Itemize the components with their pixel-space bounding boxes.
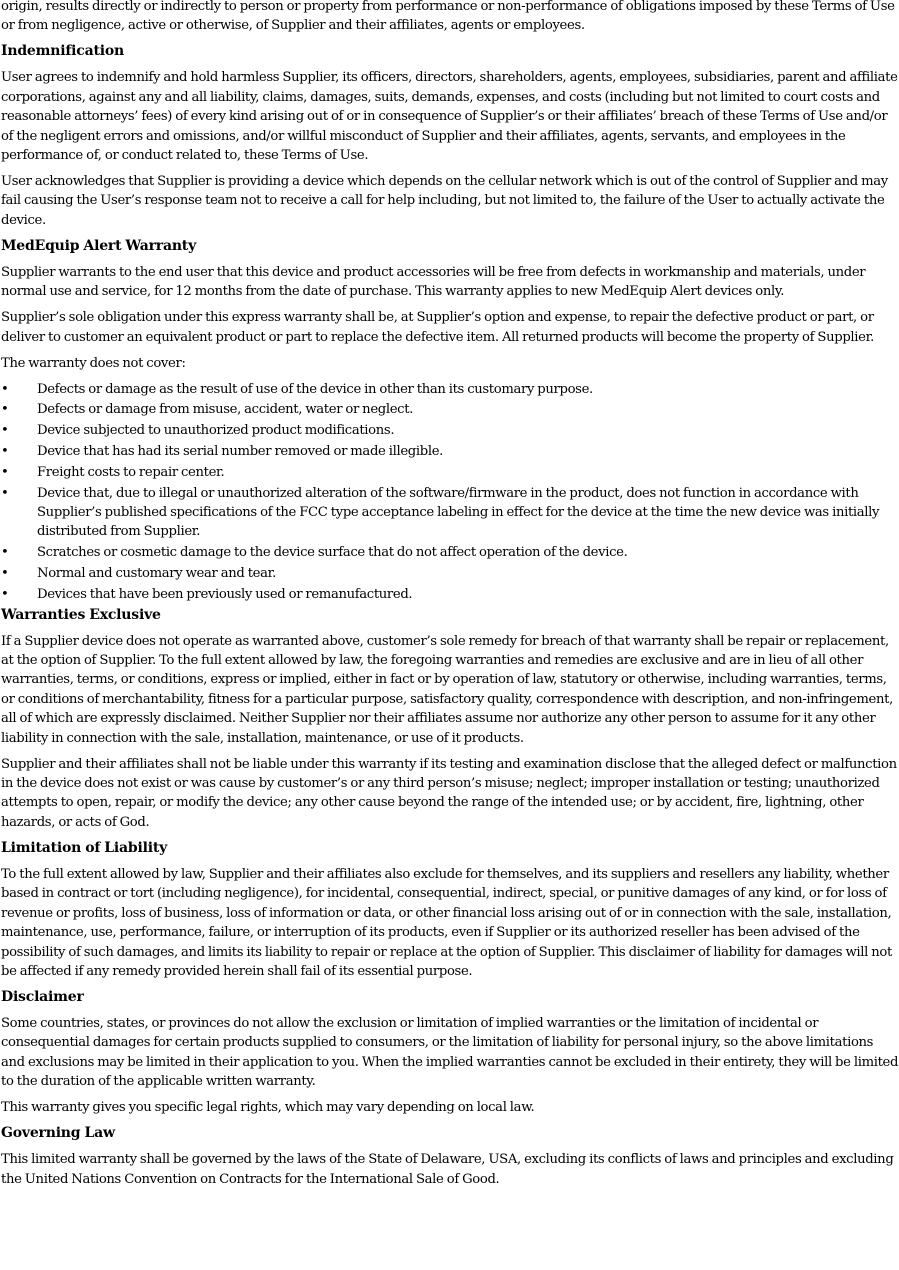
bullet-icon: •	[1, 566, 9, 582]
list-item	[1, 543, 899, 562]
disclaimer-paragraph-1: Some countries, states, or provinces do not allow the exclusion or limitation of implied warranties or the limitation of incidental or consequential damages for certain products supplied to consumers, or the limitation of liability for personal injury, so the above limitations and exclusions may be limited in their application to you. When the implied warranties cannot be excluded in their entirety, they will be limited to the duration of the applicable written warranty.	[1, 1015, 899, 1090]
list-item-text: Devices that have been previously used or remanufactured.	[37, 586, 413, 602]
governing-law-paragraph-1: This limited warranty shall be governed by the laws of the State of Delaware, USA, excluding its conflicts of laws and principles and excluding the United Nations Convention on Contracts for the International Sale of Good.	[1, 1152, 894, 1187]
bullet-icon: •	[1, 402, 9, 418]
list-item-text: Device subjected to unauthorized product modifications.	[37, 423, 395, 439]
warranty-exclusions-list	[1, 380, 899, 605]
disclaimer-paragraph-2: This warranty gives you specific legal rights, which may vary depending on local law.	[1, 1100, 535, 1116]
list-item	[1, 380, 899, 399]
bullet-icon: •	[1, 545, 9, 561]
list-item	[1, 421, 899, 440]
indemnification-paragraph-1: User agrees to indemnify and hold harmless Supplier, its officers, directors, shareholders, agents, employees, subsidiaries, parent and affiliate corporations, against any and all liability, claims, damages, suits, demands, expenses, and costs (including but not limited to court costs and reasonable attorneys’ fees) of every kind arising out of or in consequence of Supplier’s or their affiliates’ breach of these Terms of Use and/or of the negligent errors and omissions, and/or willful misconduct of Supplier and their affiliates, agents, servants, and employees in the performance of, or conduct related to, these Terms of Use.	[1, 70, 898, 164]
indemnification-paragraph-2: User acknowledges that Supplier is providing a device which depends on the cellular network which is out of the control of Supplier and may fail causing the User’s response team not to receive a call for help including, but not limited to, the failure of the User to actually activate the device.	[1, 174, 888, 228]
bullet-icon: •	[1, 485, 9, 501]
list-item-text: Freight costs to repair center.	[37, 464, 225, 480]
terms-document	[1, 0, 899, 1189]
bullet-icon: •	[1, 464, 9, 480]
heading-warranties-exclusive: Warranties Exclusive	[1, 606, 161, 623]
heading-limitation-of-liability: Limitation of Liability	[1, 839, 168, 856]
bullet-icon: •	[1, 586, 9, 602]
intro-paragraph: origin, results directly or indirectly to person or property from performance or non-performance of obligations imposed by these Terms of Use or from negligence, active or otherwise, of Supplier and their affiliates, agents or employees.	[1, 0, 895, 34]
heading-warranty: MedEquip Alert Warranty	[1, 237, 196, 254]
warranty-paragraph-3: The warranty does not cover:	[1, 355, 186, 371]
limitation-paragraph-1: To the full extent allowed by law, Supplier and their affiliates also exclude for themselves, and its suppliers and resellers any liability, whether based in contract or tort (including negligence), for incidental, consequential, indirect, special, or punitive damages of any kind, or for loss of revenue or profits, loss of business, loss of information or data, or other financial loss arising out of or in connection with the sale, installation, maintenance, use, performance, failure, or interruption of its products, even if Supplier or its authorized reseller has been advised of the possibility of such damages, and limits its liability to repair or replace at the option of Supplier. This disclaimer of liability for damages will not be affected if any remedy provided herein shall fail of its essential purpose.	[1, 866, 892, 979]
bullet-icon: •	[1, 423, 9, 439]
heading-disclaimer: Disclaimer	[1, 988, 84, 1005]
list-item-text: Defects or damage as the result of use of the device in other than its customary purpose.	[37, 381, 593, 397]
list-item	[1, 585, 899, 604]
heading-indemnification: Indemnification	[1, 43, 124, 60]
list-item-text: Normal and customary wear and tear.	[37, 566, 276, 582]
list-item	[1, 442, 899, 461]
list-item	[1, 463, 899, 482]
list-item	[1, 484, 899, 542]
list-item-text: Device that has had its serial number removed or made illegible.	[37, 444, 444, 460]
list-item	[1, 564, 899, 583]
bullet-icon: •	[1, 381, 9, 397]
list-item-text: Defects or damage from misuse, accident, water or neglect.	[37, 402, 414, 418]
warranties-exclusive-paragraph-1: If a Supplier device does not operate as warranted above, customer’s sole remedy for breach of that warranty shall be repair or replacement, at the option of Supplier. To the full extent allowed by law, the foregoing warranties and remedies are exclusive and are in lieu of all other warranties, terms, or conditions, express or implied, either in fact or by operation of law, statutory or otherwise, including warranties, terms, or conditions of merchantability, fitness for a particular purpose, satisfactory quality, correspondence with description, and non-infringement, all of which are expressly disclaimed. Neither Supplier nor their affiliates assume nor authorize any other person to assume for it any other liability in connection with the sale, installation, maintenance, or use of it products.	[1, 633, 893, 746]
bullet-icon: •	[1, 444, 9, 460]
list-item-text: Device that, due to illegal or unauthorized alteration of the software/firmware in the product, does not function in accordance with Supplier’s published specifications of the FCC type acceptance labeling in effect for the device at the time the new device was initially distributed from Supplier.	[37, 485, 880, 540]
list-item	[1, 400, 899, 419]
list-item-text: Scratches or cosmetic damage to the device surface that do not affect operation of the device.	[37, 545, 628, 561]
heading-governing-law: Governing Law	[1, 1125, 115, 1142]
warranties-exclusive-paragraph-2: Supplier and their affiliates shall not be liable under this warranty if its testing and examination disclose that the alleged defect or malfunction in the device does not exist or was cause by customer’s or any third person’s misuse; neglect; improper installation or testing; unauthorized attempts to open, repair, or modify the device; any other cause beyond the range of the intended use; or by accident, fire, lightning, other hazards, or acts of God.	[1, 756, 897, 830]
warranty-paragraph-2: Supplier’s sole obligation under this express warranty shall be, at Supplier’s option and expense, to repair the defective product or part, or deliver to customer an equivalent product or part to replace the defective item. All returned products will become the property of Supplier.	[1, 310, 874, 345]
warranty-paragraph-1: Supplier warrants to the end user that this device and product accessories will be free from defects in workmanship and materials, under normal use and service, for 12 months from the date of purchase. This warranty applies to new MedEquip Alert devices only.	[1, 264, 866, 300]
